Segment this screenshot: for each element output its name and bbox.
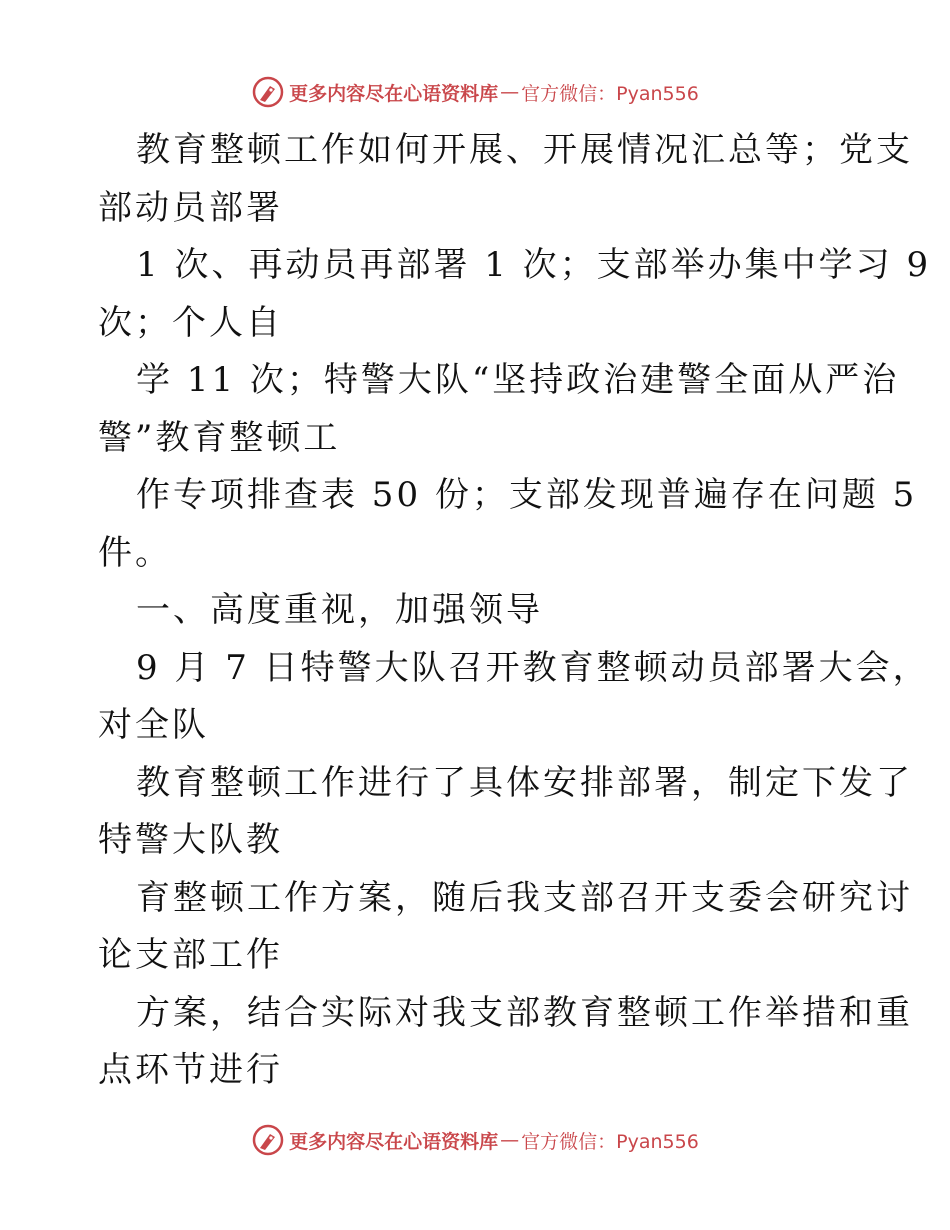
line: 件。 bbox=[98, 532, 172, 573]
paragraph-5 bbox=[98, 640, 930, 755]
document-body bbox=[98, 122, 932, 1100]
paragraph-6 bbox=[98, 755, 913, 870]
line: 点环节进行 bbox=[98, 1050, 283, 1090]
line: 育整顿工作方案，随后我支部召开支委会研究讨 bbox=[136, 877, 913, 918]
section-heading bbox=[98, 582, 858, 640]
line: 论支部工作 bbox=[98, 935, 283, 975]
watermark-dash: — bbox=[500, 81, 520, 103]
watermark-dash: — bbox=[500, 1129, 520, 1151]
line: 教育整顿工作如何开展、开展情况汇总等；党支 bbox=[136, 130, 913, 170]
line: 次；个人自 bbox=[98, 302, 283, 343]
line: 部动员部署 bbox=[98, 187, 283, 228]
line: 学 11 次；特警大队“坚持政治建警全面从严治 bbox=[136, 360, 900, 400]
watermark-contact: 官方微信：Pyan556 bbox=[521, 82, 699, 105]
line: 对全队 bbox=[98, 705, 209, 745]
watermark-header bbox=[0, 72, 950, 112]
line: 1 次、再动员再部署 1 次；支部举办集中学习 9 bbox=[136, 245, 932, 285]
line: 方案，结合实际对我支部教育整顿工作举措和重 bbox=[136, 992, 913, 1033]
line: 特警大队教 bbox=[98, 820, 283, 860]
line: 警”教育整顿工 bbox=[98, 417, 341, 458]
paragraph-4 bbox=[98, 467, 918, 582]
watermark-text: 更多内容尽在心语资料库 bbox=[289, 1130, 499, 1153]
watermark-text: 更多内容尽在心语资料库 bbox=[289, 82, 499, 105]
line: 9 月 7 日特警大队召开教育整顿动员部署大会， bbox=[136, 647, 930, 688]
watermark-contact: 官方微信：Pyan556 bbox=[521, 1130, 699, 1153]
paragraph-2 bbox=[98, 237, 932, 352]
paragraph-3 bbox=[98, 352, 900, 467]
pen-nib-logo-icon bbox=[251, 75, 285, 109]
line: 一、高度重视，加强领导 bbox=[136, 590, 543, 630]
line: 教育整顿工作进行了具体安排部署，制定下发了 bbox=[136, 762, 913, 803]
paragraph-8 bbox=[98, 985, 913, 1100]
paragraph-1 bbox=[98, 122, 913, 237]
pen-nib-logo-icon bbox=[251, 1123, 285, 1157]
line: 作专项排查表 50 份；支部发现普遍存在问题 5 bbox=[136, 475, 918, 515]
paragraph-7 bbox=[98, 870, 913, 985]
watermark-footer bbox=[0, 1120, 950, 1160]
